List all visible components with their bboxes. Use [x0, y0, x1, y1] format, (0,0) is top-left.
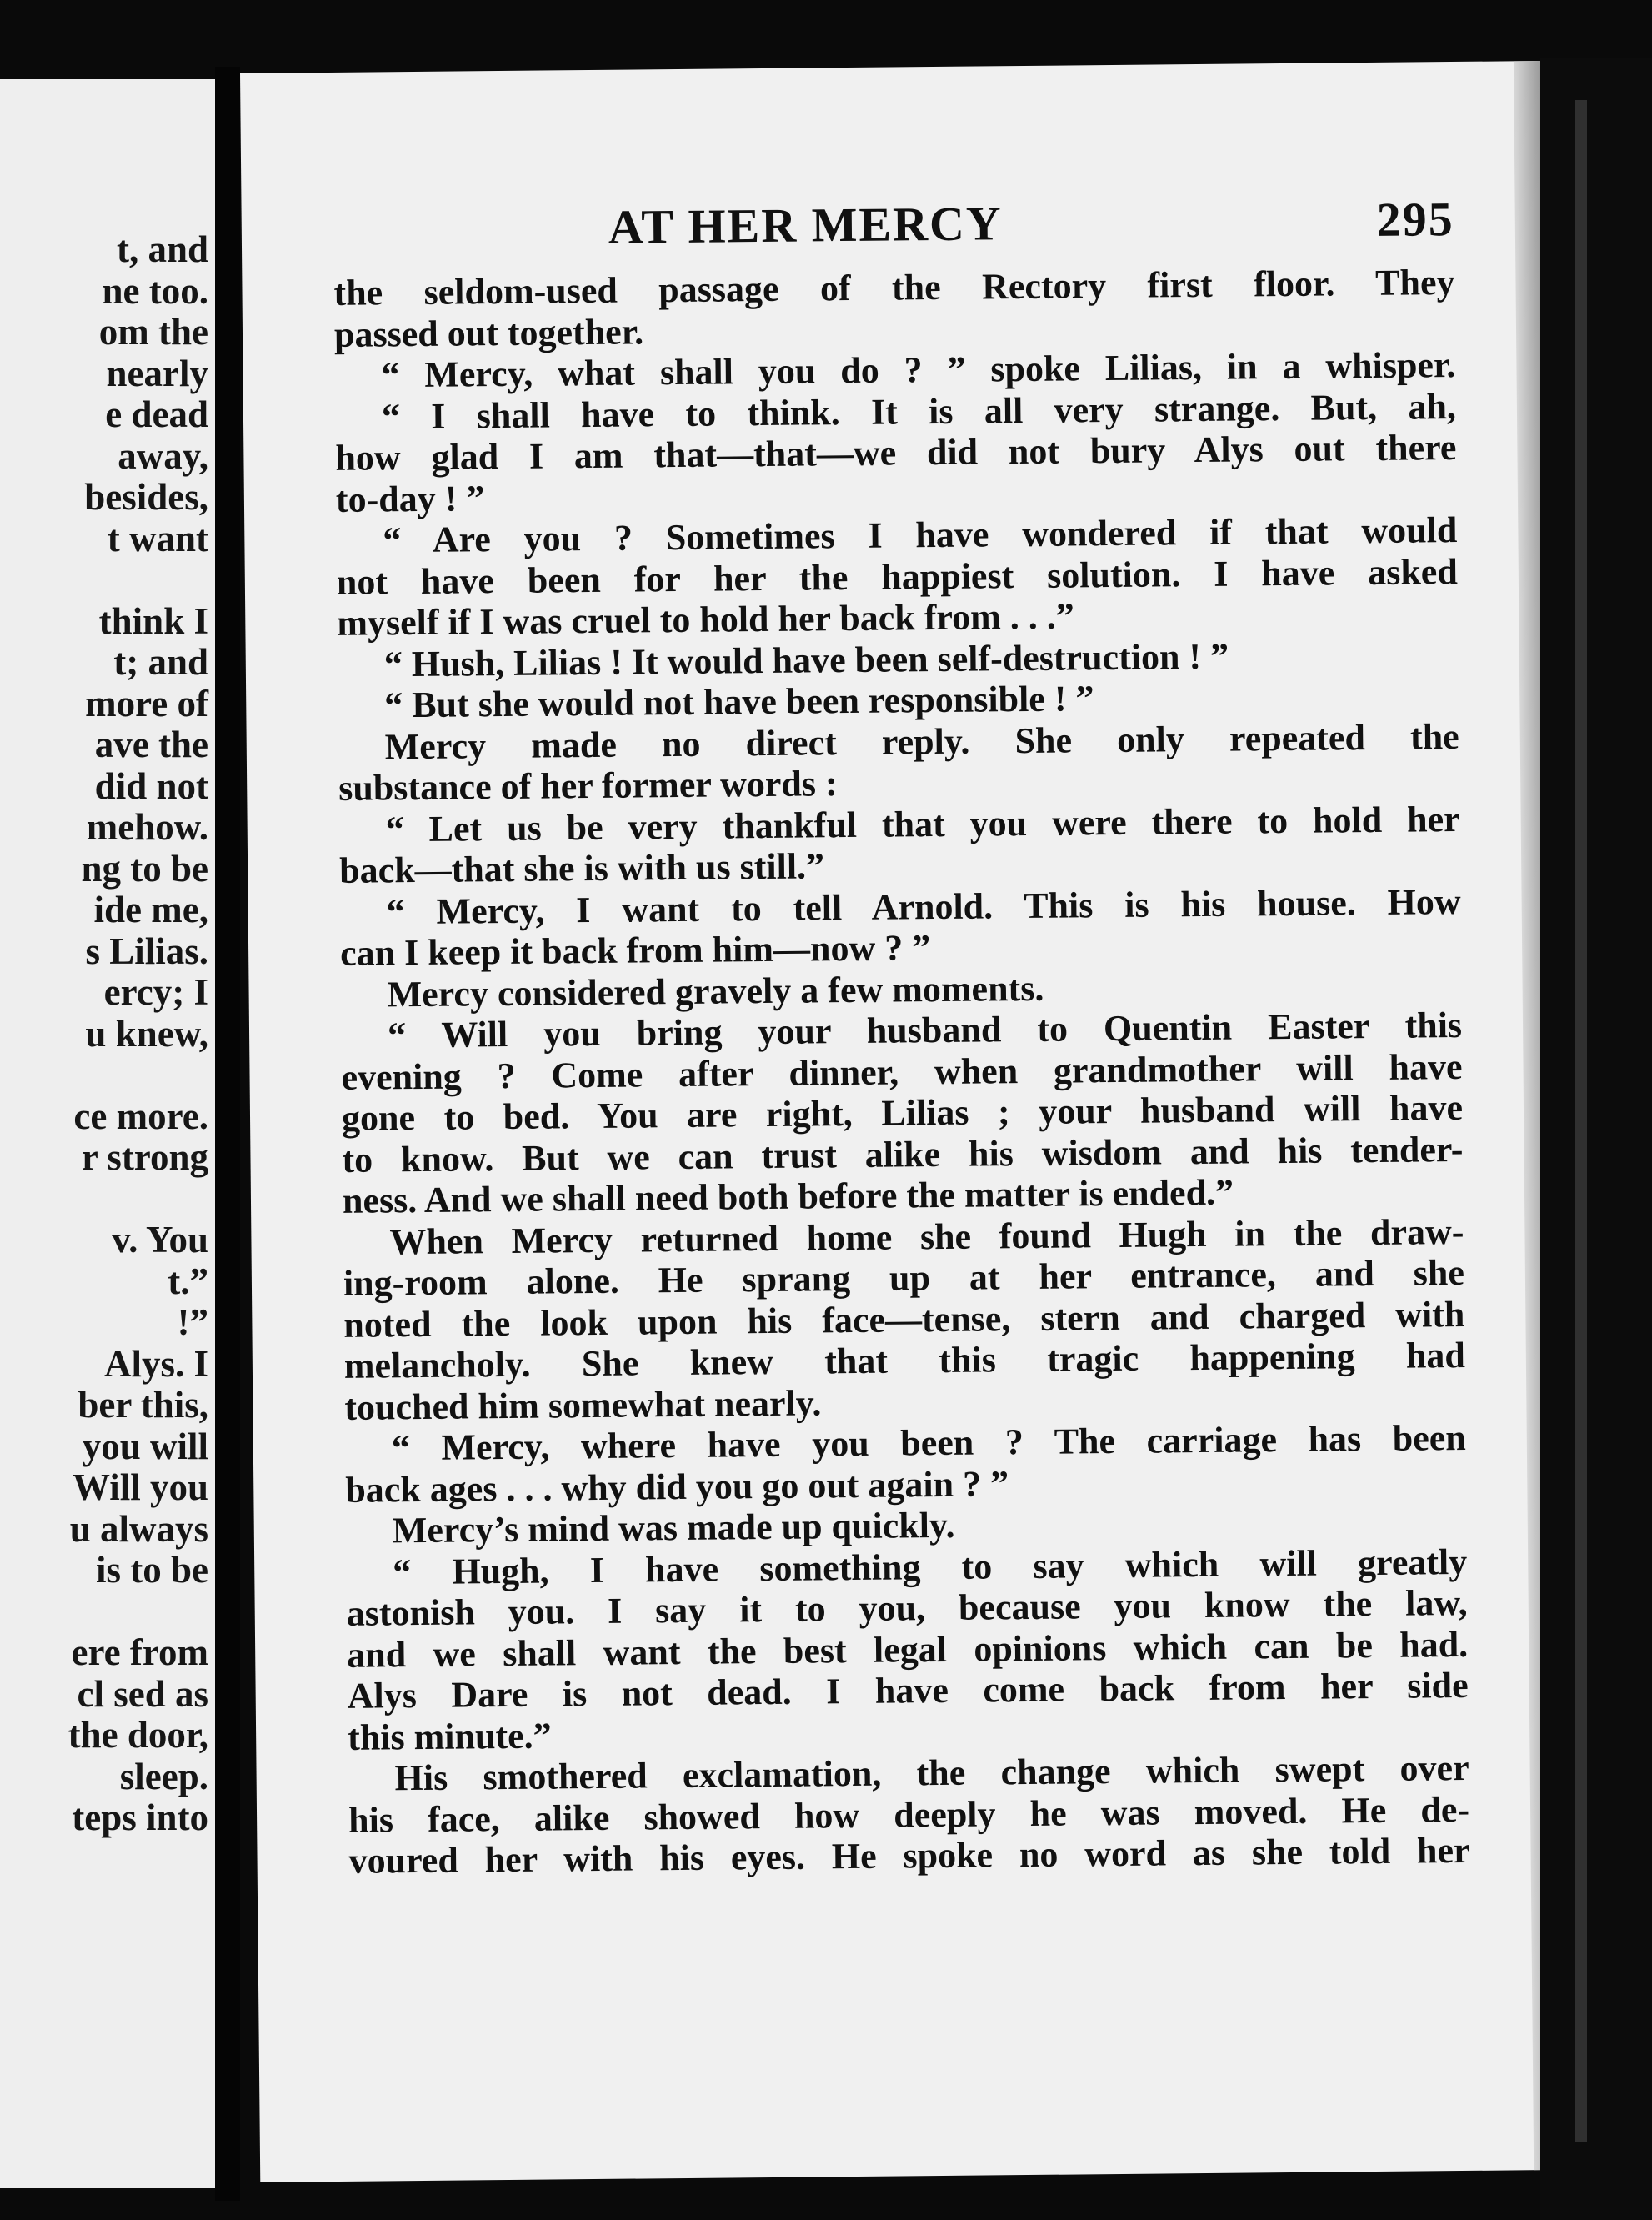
left-page-line: ne too. [102, 269, 208, 312]
left-page-line: ere from [71, 1631, 208, 1673]
left-page-line: cl sed as [77, 1672, 208, 1715]
left-page-line: t; and [113, 641, 208, 683]
text-line: voured her with his eyes. He spoke no word as she told her [348, 1829, 1470, 1882]
text-line: ness. And we shall need both before the matter is ended.” [342, 1171, 1234, 1221]
text-line: “ Are you ? Sometimes I have wondered if that would [383, 509, 1458, 561]
text-line: ing-room alone. He sprang up at her entrance, and she [343, 1251, 1465, 1304]
text-line: gone to bed. You are right, Lilias ; your husband will have [341, 1086, 1464, 1139]
text-line: Mercy made no direct reply. She only repeated the [384, 715, 1459, 767]
text-line: astonish you. I say it to you, because you know the law, [346, 1581, 1468, 1634]
body-text [333, 262, 1469, 1882]
left-page-line: r strong [81, 1136, 208, 1178]
text-line: the seldom-used passage of the Rectory first floor. They [333, 262, 1455, 313]
left-page-line: ercy; I [103, 971, 208, 1013]
left-page-line: om the [98, 311, 208, 353]
left-page-line: t, and [116, 228, 208, 270]
left-page-fragment [0, 79, 215, 2188]
text-line: to-day ! ” [335, 477, 485, 520]
text-line: “ I shall have to think. It is all very strange. But, ah, [381, 385, 1457, 437]
left-page-line: nearly [106, 352, 208, 394]
left-page-line: !” [177, 1301, 208, 1343]
text-line: Mercy’s mind was made up quickly. [392, 1504, 955, 1551]
book-gutter [215, 67, 240, 2201]
left-page-line: sleep. [119, 1755, 208, 1797]
text-line: can I keep it back from him—now ? ” [339, 927, 931, 974]
left-page-line: mehow. [86, 806, 208, 848]
left-page-line: Alys. I [103, 1342, 208, 1385]
text-line: substance of her former words : [338, 763, 838, 809]
text-line: “ Mercy, what shall you do ? ” spoke Lilias, in a whisper. [381, 344, 1456, 396]
text-line: to know. But we can trust alike his wisdom and his tender- [342, 1128, 1464, 1180]
right-page [240, 61, 1560, 2182]
text-line: His smothered exclamation, the change which swept over [394, 1746, 1469, 1799]
text-line: back ages . . . why did you go out again ? ” [345, 1462, 1009, 1511]
text-line: this minute.” [347, 1715, 552, 1758]
running-head [333, 191, 1454, 260]
left-page-line: t.” [168, 1260, 208, 1302]
text-line: touched him somewhat nearly. [344, 1381, 822, 1428]
text-line: “ But she would not have been responsible ! ” [384, 678, 1094, 726]
text-line: noted the look upon his face—tense, stern and charged with [343, 1293, 1465, 1346]
left-page-line: t want [107, 517, 208, 559]
left-page-line: did not [94, 764, 208, 807]
text-line: his face, alike showed how deeply he was moved. He de- [348, 1788, 1470, 1841]
left-page-line: u knew, [85, 1012, 208, 1055]
text-line: “ Hugh, I have something to say which will greatly [393, 1541, 1468, 1592]
left-page-line: is to be [96, 1549, 208, 1591]
left-page-line: besides, [84, 476, 208, 518]
left-page-line: s Lilias. [85, 930, 208, 972]
left-page-line: ng to be [81, 847, 208, 890]
text-line: melancholy. She knew that this tragic happening had [343, 1334, 1466, 1386]
text-line: Mercy considered gravely a few moments. [387, 967, 1044, 1015]
book-edge [1540, 58, 1652, 2220]
text-line: “ Mercy, I want to tell Arnold. This is his house. How [386, 880, 1461, 932]
running-head-title: AT HER MERCY [608, 196, 1004, 254]
left-page-line: the door, [68, 1714, 208, 1756]
left-page-line: away, [118, 434, 208, 477]
text-line: myself if I was cruel to hold her back from . . .” [337, 595, 1074, 644]
text-line: Alys Dare is not dead. I have come back from her side [347, 1664, 1469, 1716]
page-number: 295 [1376, 192, 1455, 247]
text-line: evening ? Come after dinner, when grandmother will have [341, 1045, 1463, 1098]
left-page-line: Will you [73, 1466, 208, 1508]
left-page-line: e dead [105, 393, 208, 435]
text-line: and we shall want the best legal opinions which can be had. [346, 1623, 1469, 1676]
left-page-line: more of [85, 682, 208, 724]
text-line: how glad I am that—that—we did not bury Alys out there [335, 427, 1457, 479]
left-page-line: teps into [72, 1797, 208, 1838]
text-line: “ Let us be very thankful that you were there to hold her [385, 798, 1460, 849]
left-page-line: you will [82, 1425, 208, 1467]
left-page-line: think I [98, 599, 208, 642]
left-page-line: ce more. [73, 1095, 208, 1137]
left-page-line: ave the [94, 724, 208, 765]
book-edge-stripe [1575, 100, 1587, 2142]
left-page-line: ide me, [93, 889, 208, 930]
text-line: not have been for her the happiest solution. I have asked [336, 550, 1459, 603]
left-page-line: ber this, [78, 1384, 208, 1426]
text-line: “ Mercy, where have you been ? The carriage has been [391, 1416, 1467, 1469]
left-page-line: u always [69, 1507, 208, 1550]
text-line: back—that she is with us still.” [338, 845, 825, 891]
text-line: passed out together. [333, 310, 644, 355]
text-line: When Mercy returned home she found Hugh in the draw- [389, 1210, 1464, 1262]
text-line: “ Hush, Lilias ! It would have been self-destruction ! ” [383, 635, 1229, 684]
left-page-line: v. You [112, 1219, 208, 1260]
text-line: “ Will you bring your husband to Quentin Easter this [387, 1004, 1463, 1056]
